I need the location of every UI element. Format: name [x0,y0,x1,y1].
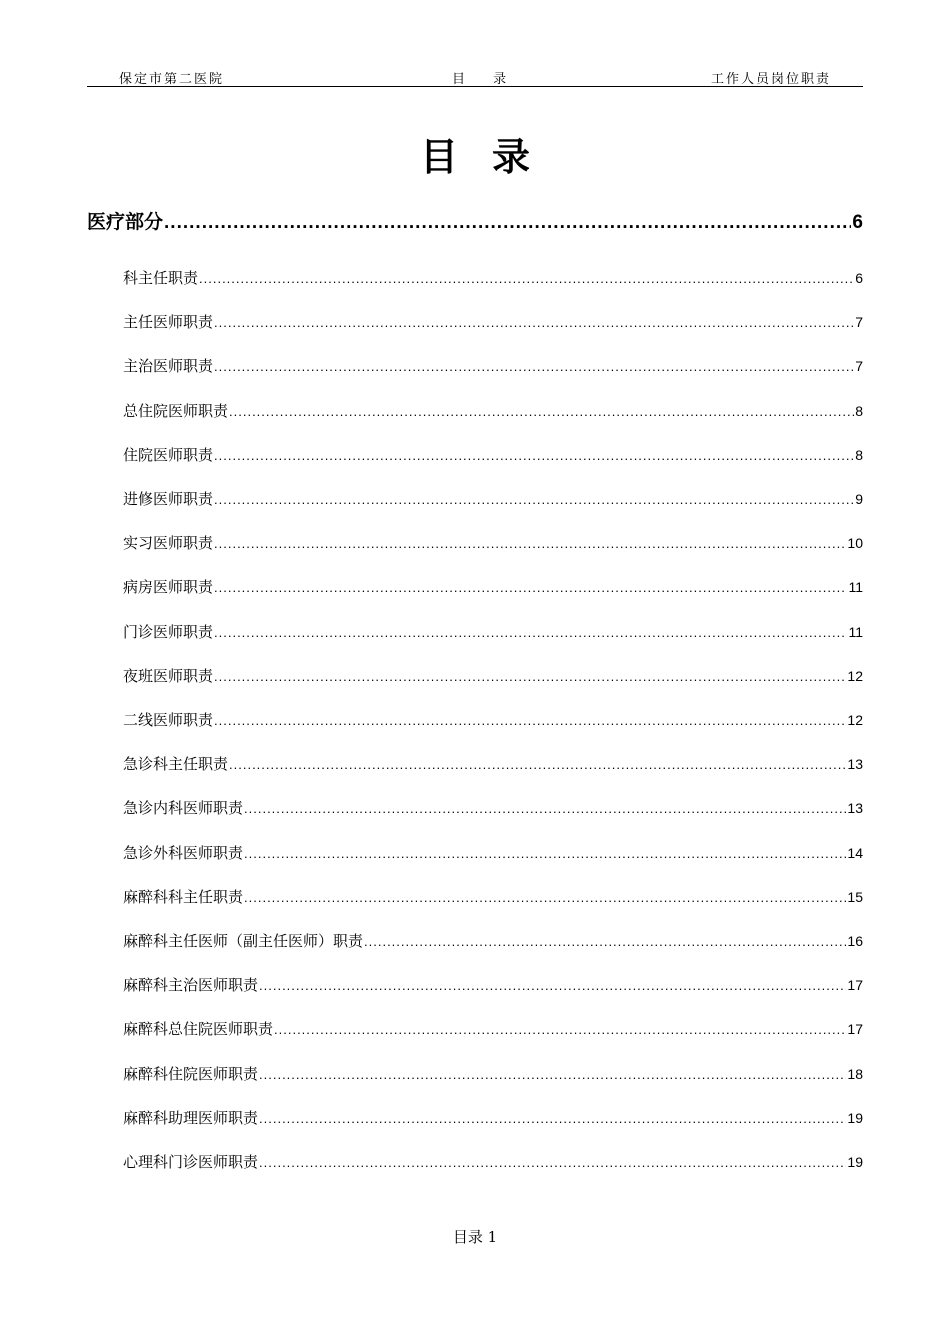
toc-leader-dots [214,448,854,463]
toc-leader-dots [244,846,846,861]
toc-entry[interactable] [123,267,863,288]
toc-entry[interactable] [123,488,863,509]
toc-entry-page: 11 [848,623,863,640]
header-hospital-name: 保定市第二医院 [119,72,225,87]
page-header [87,66,863,87]
toc-entry[interactable] [123,1018,863,1039]
toc-entry-label: 进修医师职责 [123,490,214,508]
toc-leader-dots [244,801,846,816]
toc-entry-page: 8 [855,402,863,419]
toc-entry[interactable] [123,797,863,818]
toc-leader-dots [199,271,854,286]
toc-entry-page: 18 [847,1065,863,1082]
toc-entry-page: 8 [855,446,863,463]
toc-entry-label: 麻醉科助理医师职责 [123,1108,259,1127]
toc-entry[interactable] [123,1063,863,1084]
toc-entry[interactable] [123,400,863,421]
toc-entry-label: 病房医师职责 [123,578,214,597]
toc-leader-dots [229,757,846,772]
toc-leader-dots [214,580,847,595]
page-footer: 目录 1 [452,1228,498,1246]
toc-leader-dots [214,536,846,551]
toc-entry[interactable] [123,1107,863,1128]
toc-leader-dots [214,359,854,374]
toc-leader-dots [259,1111,846,1126]
toc-entry-label: 夜班医师职责 [123,666,214,685]
toc-entry-page: 6 [855,270,863,286]
header-section-title: 目 录 [452,72,519,87]
toc-entry-label: 主治医师职责 [123,357,214,376]
toc-entry-page: 12 [847,667,863,684]
toc-entry-page: 15 [847,888,863,905]
toc-leader-dots [244,890,846,905]
toc-title: 目录 [419,134,564,179]
toc-entry-page: 14 [847,844,863,861]
toc-entry-label: 麻醉科住院医师职责 [123,1064,259,1083]
toc-entry[interactable] [123,355,863,376]
toc-entry-label: 科主任职责 [123,269,199,287]
toc-entry-page: 17 [847,977,863,994]
toc-entry-label: 门诊医师职责 [123,622,214,641]
toc-entry-label: 主任医师职责 [123,313,214,332]
toc-entry[interactable] [123,665,863,686]
toc-entry-page: 13 [847,756,863,773]
toc-entry-page: 9 [855,491,863,507]
toc-entry-page: 19 [847,1109,863,1126]
toc-entry-page: 17 [847,1021,863,1038]
toc-leader-dots [214,625,847,640]
toc-leader-dots [214,492,854,507]
toc-entry-page: 19 [847,1154,863,1170]
toc-entry-page: 13 [847,800,863,817]
toc-entry-label: 心理科门诊医师职责 [123,1153,259,1171]
toc-leader-dots [364,934,846,949]
toc-entry-page: 7 [855,314,863,331]
toc-section-medical[interactable] [87,207,863,234]
toc-entry[interactable] [123,886,863,907]
toc-entry-label: 麻醉科总住院医师职责 [123,1020,274,1039]
toc-leader-dots [214,669,846,684]
toc-entry-label: 麻醉科科主任职责 [123,887,244,906]
toc-leader-dots [259,1067,846,1082]
toc-entry-page: 7 [855,358,863,375]
toc-entry-label: 急诊外科医师职责 [123,843,244,862]
toc-entry[interactable] [123,974,863,995]
toc-entry-label: 急诊内科医师职责 [123,799,244,818]
toc-entry[interactable] [123,311,863,332]
toc-entry[interactable] [123,621,863,642]
toc-leader-dots [259,978,846,993]
toc-entry[interactable] [123,842,863,863]
toc-entry[interactable] [123,753,863,774]
toc-entry-label: 麻醉科主治医师职责 [123,976,259,995]
toc-section-label: 医疗部分 [87,211,164,233]
toc-leader-dots [274,1022,846,1037]
toc-entry-page: 12 [847,712,863,728]
toc-leader-dots [259,1155,846,1170]
toc-entry[interactable] [123,930,863,951]
toc-entry-label: 实习医师职责 [123,534,214,553]
toc-entry-label: 住院医师职责 [123,445,214,464]
toc-entry-page: 16 [847,933,863,949]
toc-entry-page: 10 [847,535,863,552]
toc-entry-label: 总住院医师职责 [123,401,229,420]
toc-leader-dots [229,404,854,419]
toc-entry[interactable] [123,709,863,730]
toc-leader-dots [214,315,854,330]
toc-entry-label: 急诊科主任职责 [123,755,229,774]
toc-entry-label: 麻醉科主任医师（副主任医师）职责 [123,932,364,950]
toc-entry[interactable] [123,1151,863,1172]
header-document-title: 工作人员岗位职责 [710,72,831,87]
toc-entry[interactable] [123,444,863,465]
toc-leader-dots [214,713,846,728]
toc-entry-label: 二线医师职责 [123,711,214,729]
toc-entry[interactable] [123,576,863,597]
toc-leader-dots [164,212,851,234]
toc-entry[interactable] [123,532,863,553]
toc-entry-page: 11 [848,579,863,596]
toc-section-page: 6 [852,212,863,233]
